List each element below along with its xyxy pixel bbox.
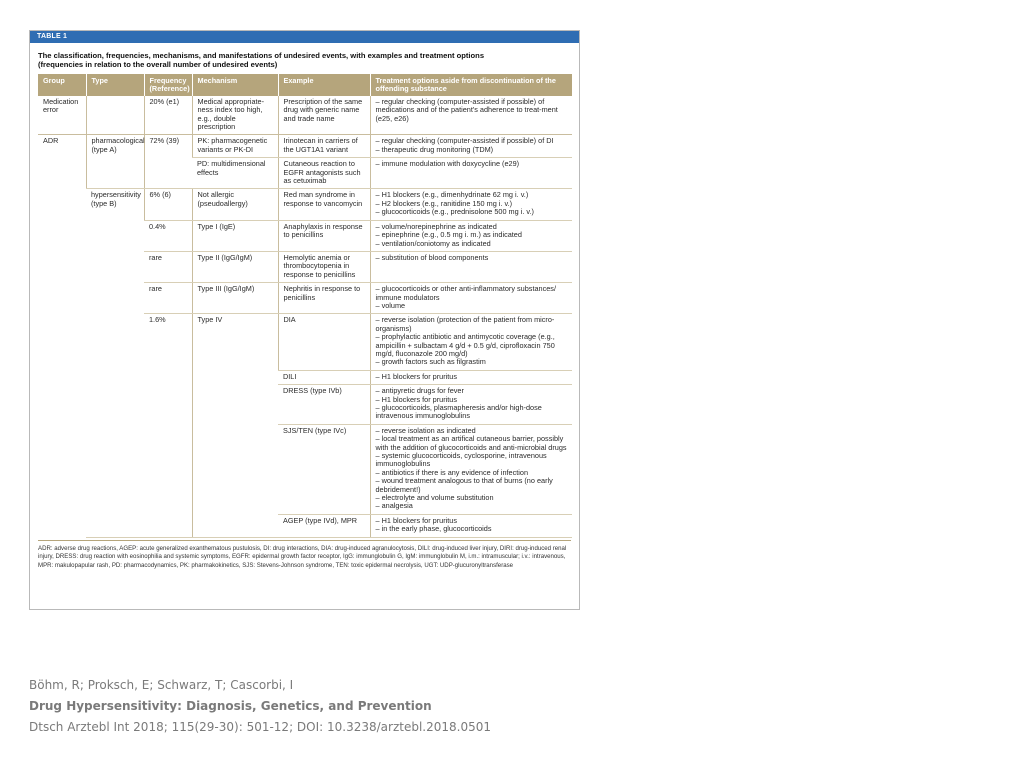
citation-title: Drug Hypersensitivity: Diagnosis, Genetics, and Prevention [29, 699, 432, 713]
cell-treatment: – reverse isolation (protection of the patient from micro-organisms) – prophylactic antibiotic and antimycotic coverage (e.g., ampicillin + sulbactam 4 g/d + 0.5 g/d, ciprofloxacin 750 mg/d, fluconazole 200 mg/d) – growth factors such as filgrastim [370, 314, 572, 370]
cell-example: Red man syndrome in response to vancomycin [278, 189, 370, 220]
header-group: Group [38, 74, 86, 96]
cell-example: DRESS (type IVb) [278, 385, 370, 425]
cell-treatment: – volume/norepinephrine as indicated – epinephrine (e.g., 0.5 mg i. m.) as indicated – ventilation/coniotomy as indicated [370, 220, 572, 251]
cell-mechanism: Type I (IgE) [192, 220, 278, 251]
cell-treatment: – substitution of blood components [370, 251, 572, 282]
header-treatment: Treatment options aside from discontinuation of the offending substance [370, 74, 572, 96]
cell-example: SJS/TEN (type IVc) [278, 424, 370, 514]
cell-frequency: 6% (6) [144, 189, 192, 220]
citation-source: Dtsch Arztebl Int 2018; 115(29-30): 501-12; DOI: 10.3238/arztebl.2018.0501 [29, 720, 492, 734]
table-header-row [38, 74, 572, 96]
cell-treatment: – glucocorticoids or other anti-inflammatory substances/ immune modulators – volume [370, 283, 572, 314]
cell-example: Irinotecan in carriers of the UGT1A1 variant [278, 135, 370, 158]
table-figure [29, 30, 580, 610]
cell-mechanism: Type IV [192, 314, 278, 537]
table-caption [30, 43, 579, 74]
cell-frequency: 0.4% [144, 220, 192, 251]
cell-group: Medication error [38, 96, 86, 135]
cell-treatment: – immune modulation with doxycycline (e29) [370, 158, 572, 189]
header-example: Example [278, 74, 370, 96]
cell-example: Cutaneous reaction to EGFR antagonists such as cetuximab [278, 158, 370, 189]
cell-treatment: – H1 blockers for pruritus [370, 370, 572, 384]
cell-frequency: 72% (39) [144, 135, 192, 189]
adverse-events-table [38, 74, 572, 538]
header-frequency: Frequency (Reference) [144, 74, 192, 96]
cell-example: Prescription of the same drug with generic name and trade name [278, 96, 370, 135]
cell-treatment: – antipyretic drugs for fever – H1 blockers for pruritus – glucocorticoids, plasmapheresis and/or high-dose intravenous immunoglobulins [370, 385, 572, 425]
table-label: TABLE 1 [30, 31, 579, 43]
caption-line-1: The classification, frequencies, mechanisms, and manifestations of undesired events, with examples and treatment options [38, 51, 485, 60]
cell-example: Hemolytic anemia or thrombocytopenia in response to penicillins [278, 251, 370, 282]
cell-frequency: 20% (e1) [144, 96, 192, 135]
cell-treatment: – reverse isolation as indicated – local treatment as an artifical cutaneous barrier, possibly with the addition of glucocorticoids and anti-microbial drugs – systemic glucocorticoids, cyclosporine, intravenous immunoglobulins – antibiotics if there is any evidence of infection – wound treatment analogous to that of burns (no early debridement!) – electrolyte and volume substitution – analgesia [370, 424, 572, 514]
cell-group: ADR [43, 136, 59, 146]
table-row [38, 189, 572, 220]
caption-line-2: (frequencies in relation to the overall number of undesired events) [38, 60, 278, 69]
cell-example: Nephritis in response to penicillins [278, 283, 370, 314]
cell-example: AGEP (type IVd), MPR [278, 514, 370, 537]
header-type: Type [86, 74, 144, 96]
cell-frequency: rare [144, 251, 192, 282]
cell-mechanism: PK: pharmacogenetic variants or PK-DI [192, 135, 278, 158]
table-row [38, 135, 572, 158]
cell-example: DILI [278, 370, 370, 384]
cell-mechanism: PD: multidimensional effects [192, 158, 278, 189]
cell-mechanism: Type II (IgG/IgM) [192, 251, 278, 282]
table-legend: ADR: adverse drug reactions, AGEP: acute generalized exanthematous pustulosis, DI: drug interactions, DIA: drug-induced agranulocytosis, DILI: drug-induced liver injury, DIRI: drug-induced renal injury, DRESS: drug reaction with eosinophilia and systemic symptoms, EGFR: epidermal growth factor receptor, IgG: immunglobulin G, IgM: immunglobulin M, i.m.: intramuscular; i.v.: intravenous, MPR: makulopapular rash, PD: pharmacodynamics, PK: pharmakokinetics, SJS: Stevens-Johnson syndrome, TEN: toxic epidermal necrolysis, UGT: UDP-glucuronyltransferase [38, 540, 571, 570]
cell-frequency: rare [144, 283, 192, 314]
citation [29, 675, 491, 738]
cell-mechanism: Not allergic (pseudoallergy) [192, 189, 278, 220]
table-row [38, 96, 572, 135]
cell-type [86, 96, 144, 135]
cell-example: DIA [278, 314, 370, 370]
cell-treatment: – regular checking (computer-assisted if possible) of DI – therapeutic drug monitoring (TDM) [370, 135, 572, 158]
cell-frequency: 1.6% [144, 314, 192, 537]
cell-mechanism: Medical appropriate-ness index too high, e.g., double prescription [192, 96, 278, 135]
citation-authors: Böhm, R; Proksch, E; Schwarz, T; Cascorbi, I [29, 678, 294, 692]
header-mechanism: Mechanism [192, 74, 278, 96]
cell-mechanism: Type III (IgG/IgM) [192, 283, 278, 314]
cell-type: hypersensitivity (type B) [86, 189, 144, 537]
cell-example: Anaphylaxis in response to penicillins [278, 220, 370, 251]
cell-treatment: – H1 blockers for pruritus – in the early phase, glucocorticoids [370, 514, 572, 537]
cell-treatment: – regular checking (computer-assisted if possible) of medications and of the patient's adherence to treat-ment (e25, e26) [370, 96, 572, 135]
cell-treatment: – H1 blockers (e.g., dimenhydrinate 62 mg i. v.) – H2 blockers (e.g., ranitidine 150 mg i. v.) – glucocorticoids (e.g., prednisolone 500 mg i. v.) [370, 189, 572, 220]
cell-type: pharmacological (type A) [86, 135, 144, 189]
